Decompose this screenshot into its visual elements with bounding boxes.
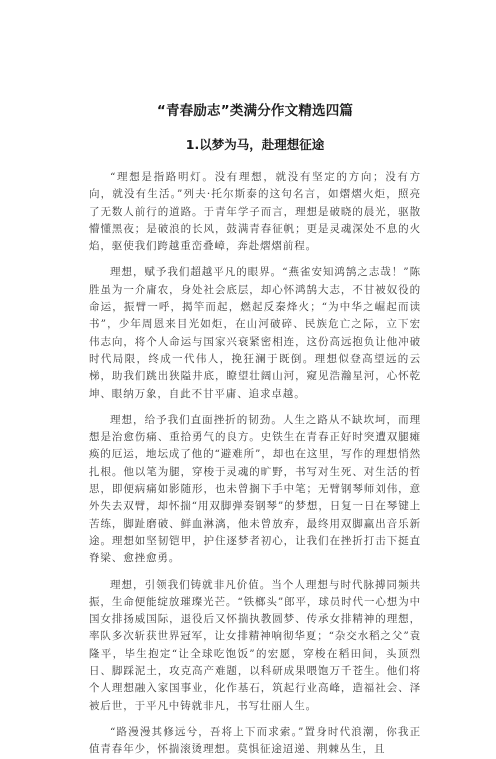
paragraph-5: “路漫漫其修远兮，吾将上下而求索。”置身时代浪潮，你我正值青春年少，怀揣滚烫理想。莫惧征途迢递、荆棘丛生，且 [89, 725, 421, 756]
essay-body [89, 169, 421, 759]
paragraph-1: “理想是指路明灯。没有理想，就没有坚定的方向；没有方向，就没有生活。”列夫·托尔斯泰的这句名言，如熠熠火炬，照亮了无数人前行的道路。于青年学子而言，理想是破晓的晨光，驱散懵懂黑夜；是破浪的长风，鼓满青春征帆；更是灵魂深处不息的火焰，驱使我们跨越重峦叠嶂，奔赴熠熠前程。 [89, 171, 421, 253]
paragraph-4: 理想，引领我们铸就非凡价值。当个人理想与时代脉搏同频共振，生命便能绽放璀璨光芒。“铁榔头”郎平，球员时代一心想为中国女排扬威国际，退役后又怀揣执教圆梦、传承女排精神的理想，率队多次斩获世界冠军，让女排精神响彻华夏；“杂交水稻之父”袁隆平，毕生抱定“让全球吃饱饭”的宏愿，穿梭在稻田间，头顶烈日、脚踩泥土，攻克高产难题，以科研成果喂饱万千苍生。他们将个人理想融入家国事业，化作基石，筑起行业高峰，造福社会、泽被后世，于平凡中铸就非凡，书写壮丽人生。 [89, 578, 421, 712]
section-heading: 1.以梦为马，赴理想征途 [185, 137, 325, 152]
document-title: “青春励志”类满分作文精选四篇 [156, 103, 354, 119]
paragraph-3: 理想，给予我们直面挫折的韧劲。人生之路从不缺坎坷，而理想是治愈伤痛、重拾勇气的良方。史铁生在青春正好时突遭双腿瘫痪的厄运，地坛成了他的“避难所”，却也在这里，写作的理想悄然扎根。他以笔为腿，穿梭于灵魂的旷野，书写对生死、对生活的哲思，即便病痛如影随形，也未曾搁下手中笔；无臂钢琴师刘伟，意外失去双臂，却怀揣“用双脚弹奏钢琴”的梦想，日复一日在琴键上苦练，脚趾磨破、鲜血淋漓，他未曾放弃，最终用双脚赢出音乐新途。理想如坚韧铠甲，护住逐梦者初心，让我们在挫折打击下挺直脊梁、愈挫愈勇。 [89, 413, 421, 565]
paragraph-2: 理想，赋予我们超越平凡的眼界。“燕雀安知鸿鹄之志哉！”陈胜虽为一介庸农，身处社会底层，却心怀鸿鹄大志，不甘被奴役的命运，振臂一呼，揭竿而起，燃起反秦烽火；“为中华之崛起而读书”，少年周恩来目光如炬，在山河破碎、民族危亡之际，立下宏伟志向，将个人命运与国家兴衰紧密相连，这份高远抱负让他冲破时代局限，终成一代伟人，挽狂澜于既倒。理想似登高望远的云梯，助我们跳出狭隘井底，瞭望壮阔山河，窥见浩瀚星河，心怀乾坤、眼纳万象，自此不甘平庸、追求卓越。 [89, 266, 421, 400]
